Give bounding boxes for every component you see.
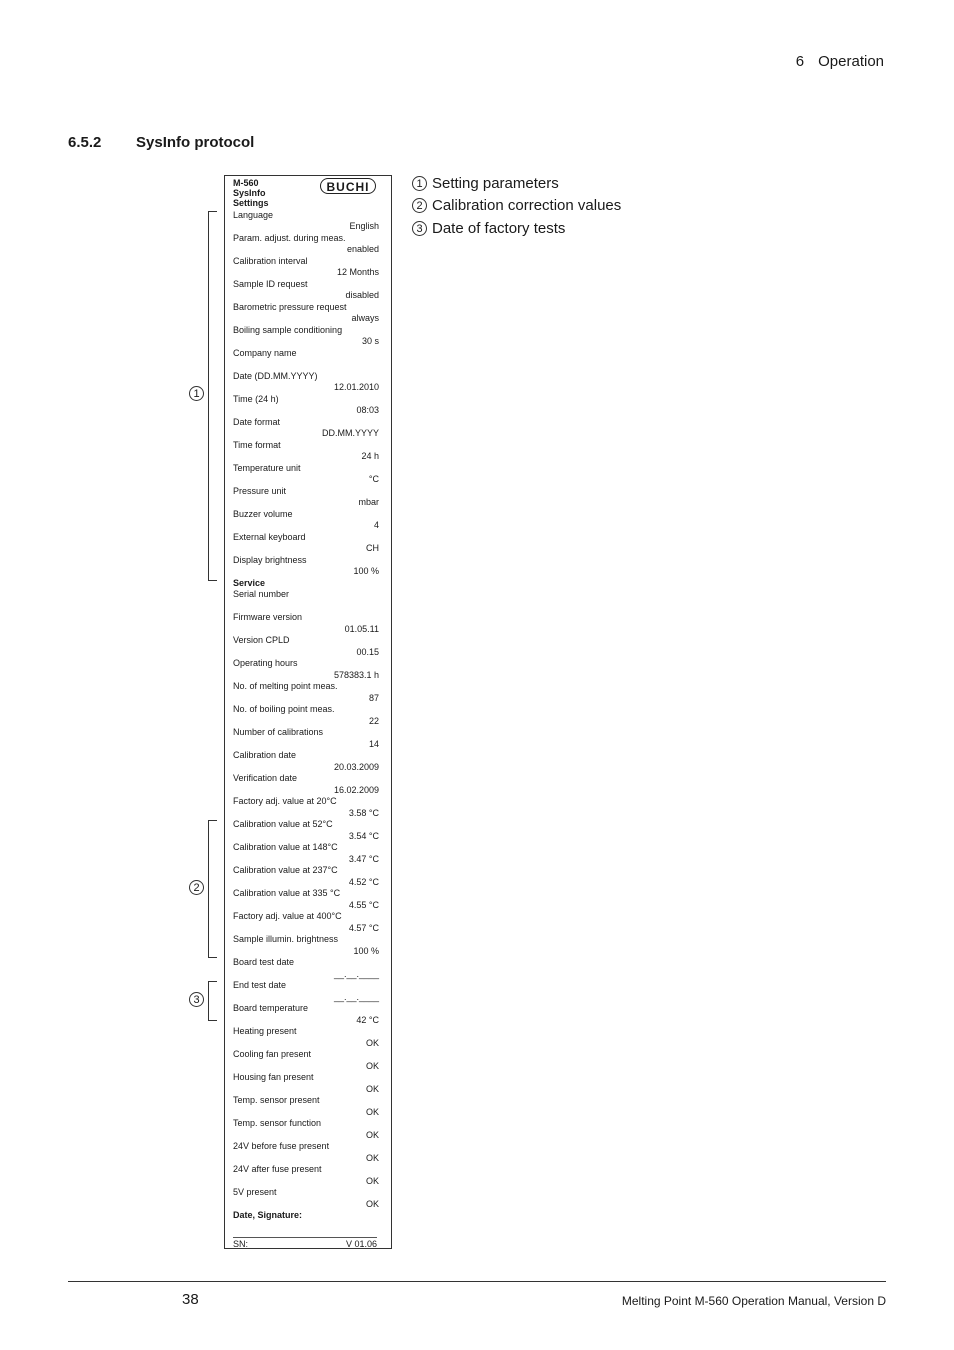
service-label: Factory adj. value at 20°C [233, 796, 337, 806]
service-value: 01.05.11 [344, 623, 379, 634]
service-label: Calibration value at 52°C [233, 819, 333, 829]
service-value: OK [365, 1198, 379, 1209]
bracket-factory-tests [208, 981, 217, 1021]
footer-title: Melting Point M-560 Operation Manual, Version D [621, 1294, 886, 1308]
service-label: Calibration value at 237°C [233, 865, 338, 875]
setting-label: Buzzer volume [233, 508, 293, 519]
service-label: Heating present [233, 1026, 297, 1036]
setting-label: Company name [233, 347, 297, 358]
printout-title-block [233, 178, 266, 198]
page-number: 38 [182, 1291, 199, 1308]
service-value: 578383.1 h [333, 669, 379, 680]
setting-value: English [349, 221, 379, 231]
service-label: 24V after fuse present [233, 1164, 322, 1174]
service-value: 20.03.2009 [333, 761, 379, 772]
setting-value: 30 s [361, 336, 379, 346]
service-value: 14 [368, 738, 379, 749]
setting-label: Pressure unit [233, 485, 287, 496]
page-header [796, 53, 884, 70]
service-value: OK [365, 1152, 379, 1163]
service-label: Verification date [233, 773, 298, 783]
service-value: OK [365, 1129, 379, 1140]
service-value: 22 [368, 715, 379, 726]
service-value: 4.52 °C [348, 876, 379, 887]
setting-value: CH [366, 543, 379, 553]
setting-label: External keyboard [233, 531, 306, 542]
service-label: Housing fan present [233, 1072, 314, 1082]
service-label: 24V before fuse present [233, 1141, 330, 1151]
legend-marker: 3 [412, 221, 427, 236]
printout-divider [233, 1237, 377, 1238]
service-label: Factory adj. value at 400°C [233, 911, 342, 921]
setting-value: disabled [345, 290, 379, 300]
service-value: __.__.____ [333, 991, 379, 1002]
legend-item [412, 195, 621, 218]
chapter-title: Operation [818, 53, 884, 70]
bracket-settings [208, 211, 217, 581]
setting-label: Temperature unit [233, 462, 301, 473]
service-label: Serial number [233, 589, 290, 599]
service-value: 4.57 °C [348, 922, 379, 933]
legend-text: Date of factory tests [432, 219, 566, 237]
printout-title: SysInfo [233, 188, 266, 198]
service-value [233, 601, 379, 613]
legend-text: Calibration correction values [432, 197, 622, 215]
service-value: OK [365, 1037, 379, 1048]
section-heading [68, 134, 254, 151]
setting-value: enabled [346, 244, 379, 254]
service-label: Sample illumin. brightness [233, 934, 339, 944]
setting-label: Date format [233, 416, 281, 427]
service-value: 3.58 °C [348, 807, 379, 818]
service-label: No. of boiling point meas. [233, 704, 335, 714]
buchi-logo: BUCHI [320, 178, 376, 194]
service-value: OK [365, 1106, 379, 1117]
legend [412, 172, 621, 240]
service-label: 5V present [233, 1187, 277, 1197]
setting-label: Date (DD.MM.YYYY) [233, 370, 318, 381]
legend-item [412, 217, 621, 240]
printout-footer [233, 1239, 377, 1249]
service-value: 00.15 [356, 646, 379, 657]
legend-text: Setting parameters [432, 174, 559, 192]
setting-label: Calibration interval [233, 255, 308, 266]
setting-value: °C [368, 474, 379, 484]
setting-label: Time (24 h) [233, 393, 279, 404]
printout-rows [233, 198, 379, 1222]
setting-value: 12 Months [336, 267, 379, 277]
firmware-tag: V 01.06 [345, 1239, 377, 1249]
setting-value: always [351, 313, 379, 323]
service-label: Temp. sensor function [233, 1118, 322, 1128]
setting-value: mbar [358, 497, 379, 507]
service-value: 16.02.2009 [333, 784, 379, 795]
service-value: 87 [368, 692, 379, 703]
sysinfo-printout [224, 175, 392, 1249]
service-label: Calibration value at 335 °C [233, 888, 341, 898]
service-value: __.__.____ [333, 968, 379, 979]
service-value: OK [365, 1083, 379, 1094]
setting-value: 24 h [361, 451, 379, 461]
service-value: 4.55 °C [348, 899, 379, 910]
service-label: No. of melting point meas. [233, 681, 338, 691]
section-title: SysInfo protocol [136, 134, 255, 151]
setting-label: Boiling sample conditioning [233, 324, 343, 335]
service-value: 42 °C [356, 1014, 379, 1025]
legend-marker: 2 [412, 198, 427, 213]
bracket-calibration [208, 820, 217, 958]
setting-value [233, 359, 379, 371]
service-value: 3.47 °C [348, 853, 379, 864]
service-value: OK [365, 1175, 379, 1186]
legend-item [412, 172, 621, 195]
service-label: Cooling fan present [233, 1049, 312, 1059]
service-label: Temp. sensor present [233, 1095, 320, 1105]
setting-value: DD.MM.YYYY [321, 428, 379, 438]
service-label: Number of calibrations [233, 727, 324, 737]
service-label: Board test date [233, 957, 295, 967]
service-value: OK [365, 1060, 379, 1071]
setting-label: Time format [233, 439, 281, 450]
signature-label: Date, Signature: [233, 1210, 303, 1220]
service-value: 3.54 °C [348, 830, 379, 841]
service-heading: Service [233, 577, 266, 588]
service-label: Version CPLD [233, 635, 290, 645]
service-label: Firmware version [233, 612, 303, 622]
setting-value: 4 [373, 520, 379, 530]
callout-1: 1 [189, 386, 204, 401]
setting-value: 08:03 [356, 405, 379, 415]
service-value: 100 % [353, 945, 379, 956]
setting-label: Barometric pressure request [233, 301, 347, 312]
setting-label: Language [233, 209, 274, 220]
setting-value: 12.01.2010 [333, 382, 379, 392]
setting-value: 100 % [353, 566, 379, 576]
service-label: Operating hours [233, 658, 298, 668]
setting-label: Sample ID request [233, 278, 308, 289]
callout-3: 3 [189, 992, 204, 1007]
chapter-number: 6 [795, 53, 805, 70]
model-name: M-560 [233, 178, 259, 188]
setting-label: Display brightness [233, 554, 307, 565]
settings-heading: Settings [233, 198, 269, 208]
callout-2: 2 [189, 880, 204, 895]
service-label: Board temperature [233, 1003, 309, 1013]
service-label: Calibration date [233, 750, 297, 760]
footer-rule [68, 1281, 886, 1282]
setting-label: Param. adjust. during meas. [233, 232, 346, 243]
service-label: End test date [233, 980, 287, 990]
section-number: 6.5.2 [68, 134, 102, 151]
legend-marker: 1 [412, 176, 427, 191]
service-label: Calibration value at 148°C [233, 842, 338, 852]
serial-label: SN: [233, 1239, 249, 1249]
